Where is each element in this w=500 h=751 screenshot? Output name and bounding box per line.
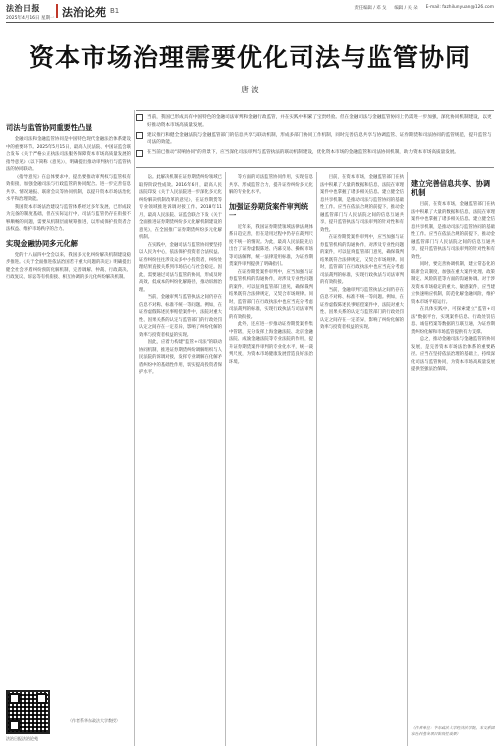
body-paragraph: 目前，在资本市场，金融监管部门在执法中积累了大量的数据和信息，法院在审理案件中也掌握了诸多相关信息。建立健全信息共享机制，是推动司法与监管协同的基础性工作。应当在依法合规的前提下，推动金融监管部门与人民法院之间的信息互通共享，提升监管执法与司法审判的针对性和有效性。: [320, 175, 404, 233]
section-accent-bar: [56, 4, 58, 18]
column-divider: [316, 172, 317, 746]
editor-info: [354, 5, 494, 11]
body-paragraph: 在实践中，金融司法与监管协同要坚持以人民为中心，依法保护投资者合法权益。证券纠纷往往涉及众多中小投资者，纠纷处理结果直接关系到市场信心与社会稳定。因此，需要通过司法与监管的协同，形成及时高效、低成本的纠纷化解路径，推动诉源治理。: [139, 242, 222, 293]
section-heading: 实现金融协同多元化解: [6, 238, 78, 248]
masthead-left: [0, 0, 56, 21]
body-paragraph: 当前，金融审判与监管执法之间仍存在信息不对称、标准不统一等问题。例如，在证券虚假陈述民事赔偿案件中，法院对重大性、因果关系的认定与监管部门的行政处罚认定之间存在一定差异，影响了纠纷化解的效率与投资者权益的实现。: [139, 295, 222, 338]
qr-code-icon[interactable]: [6, 690, 50, 734]
body-paragraph: 讼。此解决机制在证券期货纠纷领域已取得阶段性成效。2016年6月，最高人民法院印发《关于人民法院进一步深化多元化纠纷解决机制改革的意见》，在证券期货等专业领域推进诉调对接工作。2018年11月，最高人民法院、证监会联合下发《关于全面推进证券期货纠纷多元化解机制建设的意见》，在全国推广证券期货纠纷多元化解机制。: [139, 175, 222, 240]
article-byline: 唐 波: [241, 85, 259, 94]
checkbox-icon: [136, 114, 143, 121]
body-paragraph: 在具体实践中，可探索建立"监管+司法"数据平台，实现案件信息、行政处罚信息、诚信档案等数据的互联互通，为证券期货纠纷化解和市场监管提供有力支撑。: [411, 307, 495, 335]
body-paragraph: 金融司法和金融监管协同是中国特色现代金融法治体系建设中的重要环节。2025年5月15日，最高人民法院、中国证监会联合发布《关于严格公正执法司法服务保障资本市场高质量发展的指导意见》（以下简称《意见》），明确提出推动审判执行与监管执法的协同联动。: [6, 137, 131, 172]
key-point-text: 当前，我国已形成具有中国特色的金融司法审判和金融行政监管，并在实践中积累了宝贵经验。但在金融司法与金融监管协同上仍需进一步加强，深化协同机制建设，以更好推动资本市场高质量发展。: [147, 115, 492, 128]
section-code: B1: [110, 7, 120, 15]
body-paragraph: 目前，在资本市场，金融监管部门在执法中积累了大量的数据和信息，法院在审理案件中也掌握了诸多相关信息。建立健全信息共享机制，是推动司法与监管协同的基础性工作。应当在依法合规的前提下，推动金融监管部门与人民法院之间的信息互通共享，提升监管执法与司法审判的针对性和有效性。: [411, 202, 495, 260]
masthead: [0, 0, 500, 22]
column-divider: [134, 110, 135, 746]
article-column-2: [139, 174, 222, 746]
body-paragraph: 《指导意见》在总体要求中，提出要推动审判权与监管权有效衔接，加强金融司法与行政监管的协同配合。进一步完善信息共享、情况通报、联席会议等协同机制，以提升资本市场法治化水平和治理效能。: [6, 174, 131, 202]
qr-code-box: [6, 688, 132, 744]
checkbox-icon: [136, 132, 143, 139]
body-paragraph: 等方面的司法监管协同作用，实现信息共享、形成监管合力，提升证券纠纷多元化解的专业化水平。: [229, 175, 313, 195]
key-point: [136, 132, 494, 148]
body-paragraph: 在证券期货案件审判中，应当加强与证券监管机构的沟通协作，对涉及专业性问题的案件，可以征询监管部门意见，确保裁判结果既符合法律规定，又契合市场规律。同时，监管部门在行政执法中也应当充分考虑司法裁判的标准，实现行政执法与司法审判的有效衔接。: [320, 235, 404, 285]
body-paragraph: 总之，推动金融司法与金融监管的协同发展，是完善资本市场法治体系的重要路径。应当在坚持依法治理的基础上，持续深化司法与监管协同，为资本市场高质量发展提供坚强法治保障。: [411, 337, 495, 372]
section-heading: 司法与监管协同重要性凸显: [6, 123, 93, 132]
newspaper-logo: 法治日报: [6, 3, 40, 13]
author-note: （作者系华东政法大学教授）: [68, 718, 120, 723]
article-column-1: [6, 118, 131, 686]
qr-caption: 法治日报法治论苑: [6, 736, 38, 741]
section-heading: 加强证券期货案件审判统一: [229, 201, 309, 220]
editor: 编辑 / 关 朵: [394, 6, 418, 11]
checkbox-icon: [136, 150, 143, 157]
body-paragraph: 同时，要完善协调机制，建立常态化的联席会议制度，加强在重大案件处理、政策制定、风险防范等方面的沟通协调。对于涉及资本市场稳定的重大、敏感案件，应当建立快速响应机制，防范化解金融风险，维护资本市场平稳运行。: [411, 262, 495, 305]
section-name: 法治论苑: [62, 6, 106, 19]
article-headline: 资本市场治理需要优化司法与监管协同: [28, 43, 471, 72]
contact-email[interactable]: E-mail: fazhilunyuan@126.com: [425, 5, 494, 10]
editor-in-charge: 责任编辑 / 邓 戈: [354, 6, 387, 11]
body-paragraph: 因此，应着力构建"监管+司法"的联动协同机制，推进证券期货纠纷调解组织与人民法院的诉调对接，发挥专业调解在化解矛盾纠纷中的基础性作用，切实提高投资者保护水平。: [139, 340, 222, 375]
body-paragraph: 在证券期货案件审判中，应当加强与证券监管机构的沟通协作，对涉及专业性问题的案件，可以征询监管部门意见，确保裁判结果既符合法律规定，又契合市场规律。同时，监管部门在行政执法中也应当充分考虑司法裁判的标准，实现行政执法与司法审判的有效衔接。: [229, 269, 313, 320]
footer-note: （作者单位：华东政法大学经济法学院。本文系国家社科基金项目阶段性成果）: [411, 725, 495, 736]
body-paragraph: 当前，金融审判与监管执法之间仍存在信息不对称、标准不统一等问题。例如，在证券虚假陈述民事赔偿案件中，法院对重大性、因果关系的认定与监管部门的行政处罚认定之间存在一定差异，影响了纠纷化解的效率与投资者权益的实现。: [320, 287, 404, 330]
section-heading: 建立完善信息共享、协调机制: [411, 179, 491, 197]
body-paragraph: 我国资本市场法治建设与监管体系经过多年发展，已形成较为完备的制度基础，但在实际运行中，司法与监管仍存在衔接不够顺畅的问题，需要从机制层面统筹推进，以形成保护投资者合法权益、维护市场秩序的合力。: [6, 204, 131, 232]
body-paragraph: 近年来，我国证券期货领域法律法规体系日趋完善，但在适用过程中仍存在裁判尺度不统一的情况。为此，最高人民法院先后出台了证券虚假陈述、内幕交易、操纵市场等司法解释，统一法律适用标准，为证券期货案件审判提供了明确指引。: [229, 224, 313, 267]
issue-date: 2025年4月16日 星期一: [6, 16, 55, 21]
article-column-3: [229, 174, 313, 746]
body-paragraph: 此外，还应进一步推动证券期货案件集中管辖，充分发挥上海金融法院、北京金融法院、成渝金融法院等专业法院的作用，提升证券期货案件审判的专业化水平，统一裁判尺度，为资本市场健康发展营造良好法治环境。: [229, 322, 313, 365]
key-points-box: [136, 110, 494, 168]
masthead-rule: [6, 22, 494, 23]
key-point: [136, 149, 494, 157]
key-point-text: 建议推行和健全金融法院与金融监管部门的信息共享与联动机制，形成多部门协同工作机制，同时完善信息共享与协调监管、证券期货和司法协同的监管规范，提升监管与司法的效能。: [147, 132, 492, 146]
column-divider: [225, 172, 226, 746]
key-point-text: 在当前已推动"双响协同"的背景下，应当深化司法审判与监管执法的联动机制建设，优化资本市场的金融监管和司法协同机制，助力资本市场高质量发展。: [147, 150, 460, 156]
column-divider: [407, 172, 408, 746]
body-paragraph: 党的十八届四中全会以来，我国多元化纠纷解决机制建设稳步推进。《关于全面推进依法治国若干重大问题的决定》明确提出健全社会矛盾纠纷预防化解机制，完善调解、仲裁、行政裁决、行政复议、诉讼等有机衔接、相互协调的多元化纠纷解决机制。: [6, 252, 131, 280]
article-column-3b: [320, 174, 404, 746]
article-column-4: [411, 174, 495, 722]
key-point: [136, 114, 494, 130]
